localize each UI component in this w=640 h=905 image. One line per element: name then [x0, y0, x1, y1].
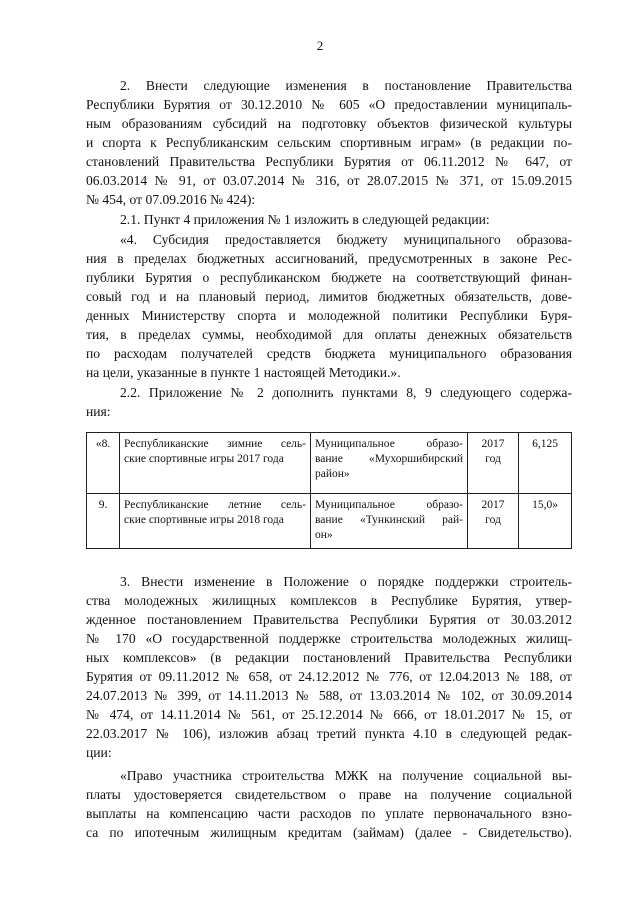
municipality: Муниципальное образо- вание «Тункинский рай- он»: [311, 494, 468, 549]
text-line: 2. Внести следующие изменения в постановление Правительства: [120, 78, 572, 93]
text-line: Бурятия от 09.11.2012 № 658, от 24.12.2012 № 776, от 12.04.2013 № 188, от: [86, 669, 572, 684]
text-line: № 170 «О государственной поддержке строительства молодежных жилищ-: [86, 631, 572, 646]
text-line: ным образованиям субсидий на подготовку объектов физической культуры: [86, 116, 572, 131]
item-2-2: 2.2. Приложение № 2 дополнить пунктами 8, 9 следующего содержа-: [120, 385, 572, 400]
text-line: № 454, от 07.09.2016 № 424):: [86, 192, 256, 207]
quote-line: тия, в пределах суммы, необходимой для оплаты денежных обязательств: [86, 327, 572, 342]
appendix-table: [86, 432, 572, 549]
quote-line: «4. Субсидия предоставляется бюджету муниципального образова-: [120, 232, 572, 247]
quote-line: са по ипотечным жилищным кредитам (займам) (далее - Свидетельство).: [86, 825, 572, 840]
page-number: 2: [316, 38, 324, 53]
quote-line: выплаты на компенсацию части расходов по уплате первоначального взно-: [86, 806, 572, 821]
text-line: № 474, от 14.11.2014 № 561, от 25.12.2014 № 666, от 18.01.2017 № 15, от: [86, 707, 572, 722]
text-line: жденное постановлением Правительства Республики Бурятия от 30.03.2012: [86, 612, 572, 627]
text-line: и спорта к Республиканским сельским спортивным играм» (в редакции по-: [86, 135, 572, 150]
quote-line: ния в пределах бюджетных ассигнований, предусмотренных в законе Рес-: [86, 251, 572, 266]
amount: 15,0»: [519, 494, 572, 549]
year: 2017 год: [468, 433, 519, 494]
row-number: 9.: [87, 494, 120, 549]
text-line: ства молодежных жилищных комплексов в Республике Бурятия, утвер-: [86, 593, 572, 608]
text-line: 06.03.2014 № 91, от 03.07.2014 № 316, от 28.07.2015 № 371, от 15.09.2015: [86, 173, 572, 188]
text-line: 3. Внести изменение в Положение о порядке поддержки строитель-: [120, 574, 572, 589]
quote-line: на цели, указанные в пункте 1 настоящей Методики.».: [86, 365, 401, 380]
quote-line: «Право участника строительства МЖК на получение социальной вы-: [120, 768, 572, 783]
quote-line: совый год и на плановый период, лимитов бюджетных обязательств, дове-: [86, 289, 572, 304]
row-number: «8.: [87, 433, 120, 494]
quote-line: публики Бурятия о республиканском бюджете на соответствующий финан-: [86, 270, 572, 285]
event-name: Республиканские летние сель- ские спортивные игры 2018 года: [120, 494, 311, 549]
quote-line: по расходам получателей средств бюджета муниципального образования: [86, 346, 572, 361]
text-line: ных комплексов» (в редакции постановлений Правительства Республики: [86, 650, 572, 665]
table-row: [87, 433, 572, 494]
quote-line: платы удостоверяется свидетельством о праве на получение социальной: [86, 787, 572, 802]
quote-line: денных Министерству спорта и молодежной политики Республики Буря-: [86, 308, 572, 323]
item-2-1: 2.1. Пункт 4 приложения № 1 изложить в следующей редакции:: [120, 212, 490, 227]
municipality: Муниципальное образо- вание «Мухоршибирский район»: [311, 433, 468, 494]
year: 2017 год: [468, 494, 519, 549]
amount: 6,125: [519, 433, 572, 494]
text-line: 24.07.2013 № 399, от 14.11.2013 № 588, от 13.03.2014 № 102, от 30.09.2014: [86, 688, 572, 703]
item-2-2: ния:: [86, 404, 111, 419]
text-line: Республики Бурятия от 30.12.2010 № 605 «О предоставлении муниципаль-: [86, 97, 572, 112]
text-line: становлений Правительства Республики Бурятия от 06.11.2012 № 647, от: [86, 154, 572, 169]
text-line: ции:: [86, 745, 112, 760]
text-line: 22.03.2017 № 106), изложив абзац третий пункта 4.10 в следующей редак-: [86, 726, 572, 741]
event-name: Республиканские зимние сель- ские спортивные игры 2017 года: [120, 433, 311, 494]
table-row: [87, 494, 572, 549]
